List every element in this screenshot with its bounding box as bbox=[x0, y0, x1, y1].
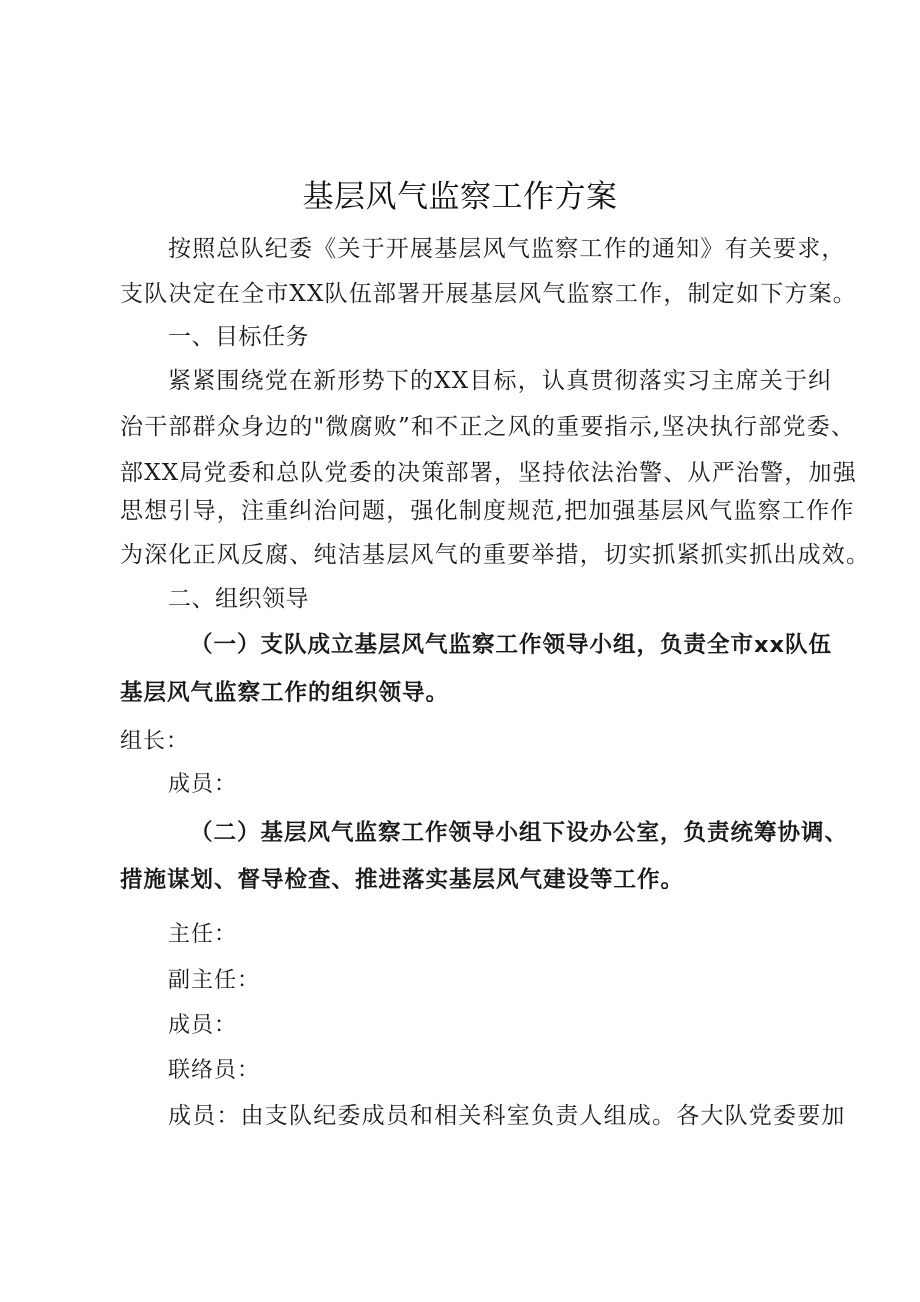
section-2-item-2-line-1: （二）基层风气监察工作领导小组下设办公室，负责统筹协调、 bbox=[190, 820, 849, 846]
leader-label: 组长： bbox=[120, 729, 190, 754]
section-2-item-1-line-2: 基层风气监察工作的组织领导。 bbox=[120, 680, 450, 706]
section-1-body-line-4: 思想引导，注重纠治问题，强化制度规范,把加强基层风气监察工作作 bbox=[120, 498, 855, 524]
section-2-item-2-line-2: 措施谋划、督导检查、推进落实基层风气建设等工作。 bbox=[120, 867, 685, 893]
section-1-body-line-2: 治干部群众身边的"微腐败”和不正之风的重要指示,坚决执行部党委、 bbox=[120, 414, 856, 440]
document-title: 基层风气监察工作方案 bbox=[302, 179, 618, 215]
section-1-body-line-5: 为深化正风反腐、纯洁基层风气的重要举措，切实抓紧抓实抓出成效。 bbox=[120, 542, 871, 568]
director-label: 主任： bbox=[168, 922, 238, 947]
section-2-item-1-line-1: （一）支队成立基层风气监察工作领导小组，负责全市xx队伍 bbox=[190, 632, 833, 658]
intro-line-1: 按照总队纪委《关于开展基层风气监察工作的通知》有关要求， bbox=[168, 236, 846, 262]
section-1-body-line-3: 部XX局党委和总队党委的决策部署，坚持依法治警、从严治警，加强 bbox=[120, 460, 857, 486]
liaison-label: 联络员： bbox=[168, 1058, 261, 1083]
composition-text: 成员：由支队纪委成员和相关科室负责人组成。各大队党委要加 bbox=[168, 1103, 846, 1129]
office-members-label: 成员： bbox=[168, 1013, 238, 1038]
members-label: 成员： bbox=[168, 772, 238, 797]
intro-line-2: 支队决定在全市XX队伍部署开展基层风气监察工作，制定如下方案。 bbox=[120, 281, 857, 307]
section-1-heading: 一、目标任务 bbox=[168, 324, 309, 350]
section-2-heading: 二、组织领导 bbox=[168, 586, 309, 612]
section-1-body-line-1: 紧紧围绕党在新形势下的XX目标，认真贯彻落实习主席关于纠 bbox=[168, 368, 833, 394]
deputy-director-label: 副主任： bbox=[168, 968, 261, 993]
